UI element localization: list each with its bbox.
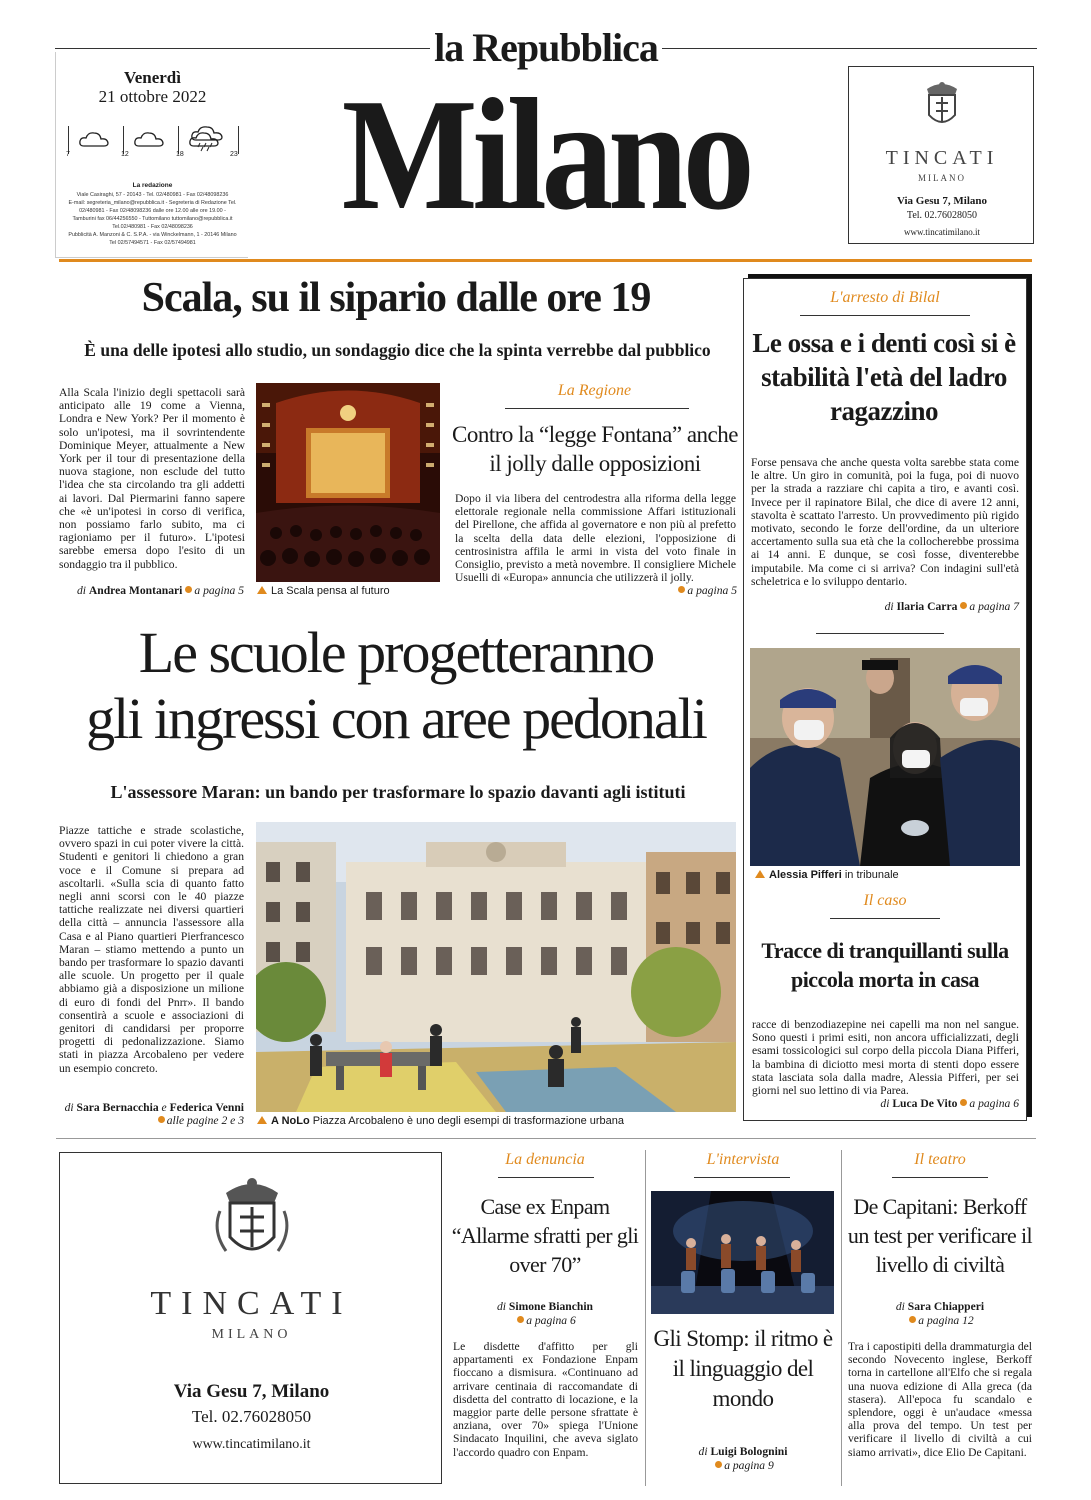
masthead bbox=[0, 0, 1091, 262]
ad-brand: TINCATI bbox=[885, 147, 999, 169]
teatro-kicker-rule bbox=[892, 1177, 988, 1178]
bullet-icon bbox=[185, 586, 192, 593]
ad-phone: Tel. 02.76028050 bbox=[191, 1407, 312, 1426]
teatro-kicker: Il teatro bbox=[914, 1151, 966, 1168]
scuole-headline[interactable]: Le scuole progetteranno gli ingressi con aree pedonali bbox=[86, 620, 706, 751]
caso-kicker-rule bbox=[830, 918, 940, 919]
lead-byline[interactable]: di Andrea Montanari a pagina 5 bbox=[76, 584, 244, 597]
issue-day: Venerdì bbox=[124, 68, 181, 87]
caption-marker-icon bbox=[257, 1116, 267, 1124]
section-title: Milano bbox=[341, 65, 750, 243]
ad-city: MILANO bbox=[918, 173, 966, 183]
enpam-byline[interactable]: di Simone Bianchin a pagina 6 bbox=[496, 1300, 593, 1327]
brand-logo: la Repubblica bbox=[434, 25, 658, 70]
redazione-title: La redazione bbox=[132, 182, 173, 189]
ad-address: Via Gesu 7, Milano bbox=[173, 1381, 330, 1402]
cloud-icon bbox=[78, 130, 110, 148]
cloud-icon bbox=[133, 130, 165, 148]
scala-photo-caption: La Scala pensa al futuro bbox=[257, 585, 443, 597]
column-divider bbox=[645, 1150, 646, 1486]
bilal-kicker-rule bbox=[800, 315, 970, 316]
scuole-subhead: L'assessore Maran: un bando per trasformare lo spazio davanti agli istituti bbox=[110, 782, 686, 802]
bilal-headline[interactable]: Le ossa e i denti così si è stabilità l'età del ladro ragazzino bbox=[752, 328, 1016, 426]
date-weather-box bbox=[55, 52, 248, 258]
tincati-ad-bottom[interactable] bbox=[59, 1152, 442, 1484]
arcobaleno-photo-caption: A NoLo Piazza Arcobaleno è uno degli esempi di trasformazione urbana bbox=[257, 1115, 737, 1127]
bilal-kicker: L'arresto di Bilal bbox=[830, 289, 940, 306]
accent-divider bbox=[59, 259, 1032, 262]
bilal-divider bbox=[816, 633, 944, 634]
stomp-photo bbox=[651, 1191, 834, 1314]
regione-byline[interactable]: a pagina 5 bbox=[600, 584, 737, 597]
bullet-icon bbox=[158, 1116, 165, 1123]
tincati-crest-icon bbox=[917, 75, 967, 133]
ad-address: Via Gesu 7, Milano bbox=[896, 195, 988, 207]
redazione-info: Viale Casiraghi, 57 - 20143 - Tel. 02/480981 - Fax 02/48098236 E-mail: segreteria_milano@repubblica.it - Segreteria di Redazione Tel. 02/480981 - Fax 02/48098236 dalle ore 12.00 alle ore 19.00 - Tamburini fax 06/44256550 - Tuttomilano tuttomilano@repubblica.it Tel.02/480981 - Fax 02/48098236 Pubblicità A. Manzoni & C. S.P.A. - via Winckelmann, 1 - 20146 Milano Tel 02/57494571 - Fax 02/57494981 bbox=[68, 192, 237, 246]
regione-headline[interactable]: Contro la “legge Fontana” anche il jolly dalle opposizioni bbox=[452, 422, 738, 476]
regione-kicker-rule bbox=[505, 408, 689, 409]
bottom-rule bbox=[56, 1138, 1036, 1139]
tincati-ad-top[interactable] bbox=[848, 66, 1034, 244]
teatro-byline[interactable]: di Sara Chiapperi a pagina 12 bbox=[895, 1300, 985, 1327]
scuole-body: Piazze tattiche e strade scolastiche, ovvero spazi in cui poter vivere la città. Studenti e genitori li chiedono a gran voce e il Comune si prepara ad ascoltarli. «Sulla scia di quanto fatto negli anni scorsi con le 40 piazze tattiche realizzate nei diversi quartieri della città – annuncia l'assessore alla Casa e al Piano quartieri Pierfrancesco Maran – stiamo mettendo a punto un bando per trasformare lo spazio davanti alle scuole. Un progetto per il quale abbiamo già a disposizione un milione di euro di fondi del Pnrr». Il bando consentirà a scuole e associazioni di genitori di candidarsi per proporre progetti di pedonalizzazione. Siamo stati in piazza Arcobaleno per vedere un esempio concreto. bbox=[59, 824, 244, 1075]
regione-kicker: La Regione bbox=[557, 382, 632, 399]
bullet-icon bbox=[517, 1316, 524, 1323]
lead-subhead: È una delle ipotesi allo studio, un sondaggio dice che la spinta verrebbe dal pubblico bbox=[84, 340, 711, 360]
caption-marker-icon bbox=[257, 586, 267, 594]
scala-photo bbox=[256, 383, 440, 582]
stomp-kicker: L'intervista bbox=[706, 1151, 780, 1168]
enpam-kicker-rule bbox=[498, 1177, 594, 1178]
enpam-body: Le disdette d'affitto per gli appartamenti ex Fondazione Enpam fioccano a dismisura. «Continuano ad arrivare centinaia di raccomandate di disdetta del contratto di locazione, e la maggior parte delle persone sfrattate è anziana, over 70» spiega l'Unione Sindacato Inquilini, che aveva siglato l'accordo quadro con Enpam. bbox=[453, 1340, 638, 1459]
ad-url: www.tincatimilano.it bbox=[904, 227, 980, 237]
weather-strip: 7 12 18 23 bbox=[66, 124, 244, 160]
enpam-headline[interactable]: Case ex Enpam “Allarme sfratti per gli over 70” bbox=[451, 1194, 639, 1277]
ad-phone: Tel. 02.76028050 bbox=[906, 210, 978, 221]
bullet-icon bbox=[715, 1461, 722, 1468]
caso-body: racce di benzodiazepine nei capelli ma non nel sangue. Sono questi i primi esiti, non ancora ufficializzati, degli esami tossicologici sul corpo della piccola Diana Pifferi, la bambina di diciotto mesi morta di stenti dopo essere stata lasciata sola dalla madre, Alessia Pifferi, per sei giorni nel suo lettino di via Parea. bbox=[752, 1018, 1019, 1098]
caso-byline[interactable]: di Luca De Vito a pagina 6 bbox=[880, 1097, 1019, 1110]
enpam-kicker: La denuncia bbox=[505, 1151, 585, 1168]
caption-marker-icon bbox=[755, 870, 765, 878]
column-divider bbox=[841, 1150, 842, 1486]
bilal-byline[interactable]: di Ilaria Carra a pagina 7 bbox=[884, 600, 1019, 613]
rain-cloud-icon bbox=[190, 126, 226, 152]
stomp-kicker-rule bbox=[694, 1177, 790, 1178]
lead-body: Alla Scala l'inizio degli spettacoli sarà anticipato alle 19 come a Vienna, Londra e New York? Per il momento è solo un'ipotesi, ma il sovrintendente Dominique Meyer, attualmente a New York per il tour di presentazione della nuova stagione, non esclude del tutto l'idea che sta circolando tra gli addetti ai lavori. Dal Piermarini fanno sapere che «è un'ipotesi in corso di verifica, non possiamo farlo subito, ma ci ragioniamo per il futuro». L'ipotesi sarebbe emersa dopo l'esito di un sondaggio tra il pubblico. bbox=[59, 386, 245, 571]
bullet-icon bbox=[909, 1316, 916, 1323]
arcobaleno-photo bbox=[256, 822, 736, 1112]
lead-headline[interactable]: Scala, su il sipario dalle ore 19 bbox=[141, 275, 651, 321]
bullet-icon bbox=[678, 586, 685, 593]
stomp-byline[interactable]: di Luigi Bolognini a pagina 9 bbox=[698, 1445, 788, 1472]
ad-brand: TINCATI bbox=[150, 1285, 353, 1322]
regione-body: Dopo il via libera del centrodestra alla riforma della legge elettorale regionale nella commissione Affari istituzionali del Pirellone, che affida al governatore e non più al prefetto la scelta della data delle elezioni, l'opposizione di centrosinistra affila le armi in vista del voto finale in Consiglio, previsto a metà novembre. Il consigliere Michele Usuelli di «Europa» annuncia che utilizzerà il jolly. bbox=[455, 492, 736, 585]
scuole-byline[interactable]: di Sara Bernacchia e Federica Vennialle pagine 2 e 3 bbox=[64, 1101, 244, 1127]
pifferi-photo-caption: Alessia Pifferi in tribunale bbox=[755, 869, 1020, 881]
bullet-icon bbox=[960, 1099, 967, 1106]
ad-city: MILANO bbox=[211, 1327, 292, 1342]
bullet-icon bbox=[960, 602, 967, 609]
teatro-body: Tra i capostipiti della drammaturgia del secondo Novecento inglese, Berkoff torna in cartellone all'Elfo che si regala una nuova edizione di Alla greca (da stasera). All'epoca fu scandalo e splendore, oggi è un'audace «messa alla prova del tempo. Un test per verificare il livello di civiltà a cui siamo arrivati», dice Elio De Capitani. bbox=[848, 1340, 1032, 1459]
caso-headline[interactable]: Tracce di tranquillanti sulla piccola morta in casa bbox=[761, 938, 1009, 992]
caso-kicker: Il caso bbox=[863, 892, 907, 909]
tincati-crest-icon bbox=[212, 1171, 292, 1271]
issue-date: 21 ottobre 2022 bbox=[98, 87, 207, 106]
pifferi-photo bbox=[750, 648, 1020, 866]
stomp-headline[interactable]: Gli Stomp: il ritmo è il linguaggio del mondo bbox=[653, 1326, 833, 1411]
ad-url: www.tincatimilano.it bbox=[192, 1437, 311, 1452]
teatro-headline[interactable]: De Capitani: Berkoff un test per verificare il livello di civiltà bbox=[847, 1194, 1033, 1277]
bilal-body: Forse pensava che anche questa volta sarebbe stata come le altre. Un giro in comunità, poi la fuga, poi di nuovo per la strada a razziare chi capita a tiro, e avanti così. Invece per il rapinatore Bilal, che dice di avere 12 anni, stavolta è scattato l'arresto. Un provvedimento più rigido motivato, secondo le forze dell'ordine, da un ulteriore accertamento sulla sua età che la collocherebbe prossima ai 14 anni. E dunque, se così fosse, diventerebbe imputabile. Ma come ci si arriva? Con indagini sull'età scheletrica e lo sviluppo dentario. bbox=[751, 456, 1019, 588]
